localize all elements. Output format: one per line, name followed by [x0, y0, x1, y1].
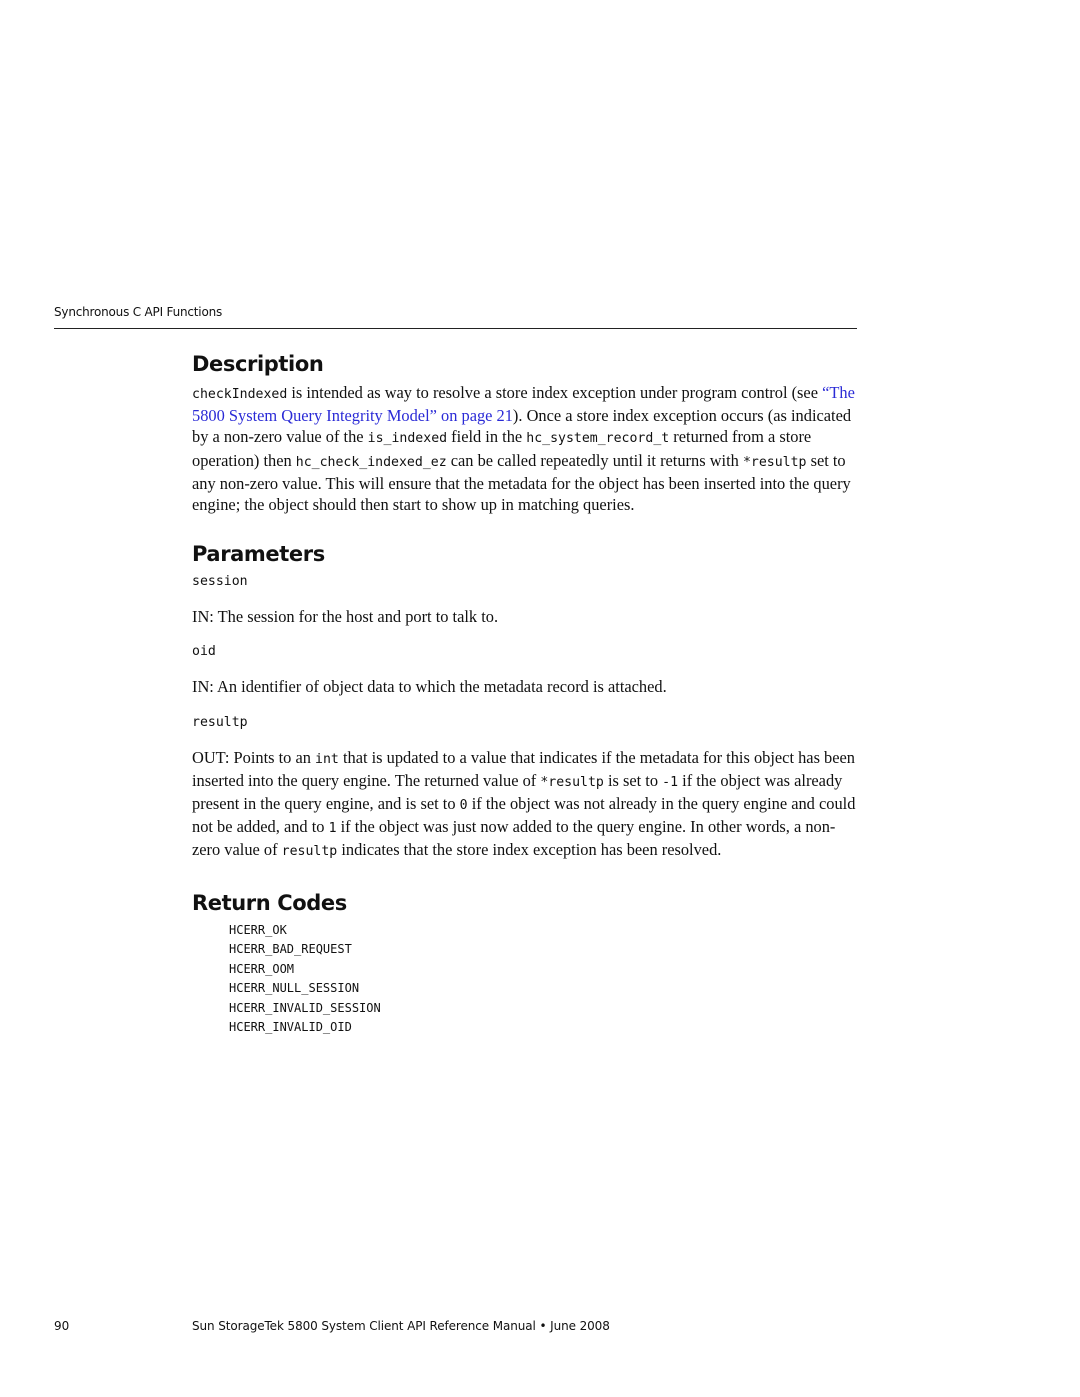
- return-codes-heading: Return Codes: [192, 890, 347, 915]
- code-int: int: [315, 751, 339, 767]
- text-run: is intended as way to resolve a store index exception under program control (see: [287, 383, 823, 402]
- return-code-item: HCERR_OK: [229, 922, 287, 937]
- text-run: OUT: Points to an: [192, 747, 316, 767]
- text-run: that is updated to a value that indicates if the metadata for this object has been inserted into the query engine. The returned value of: [192, 747, 855, 790]
- text-run: if the object was already present in the query engine, and is set to: [192, 770, 843, 814]
- header-rule: [54, 328, 857, 329]
- code-check-indexed: checkIndexed: [192, 387, 288, 402]
- code-one: 1: [328, 821, 337, 837]
- code-check-indexed-ez: hc_check_indexed_ez: [295, 454, 447, 470]
- page-number: 90: [54, 1319, 70, 1333]
- code-minus-one: -1: [662, 774, 679, 790]
- text-run: if the object was just now added to the query engine. In other words, a non-zero value of: [192, 817, 836, 860]
- param-oid-desc: IN: An identifier of object data to which the metadata record is attached.: [192, 677, 667, 697]
- return-code-item: HCERR_INVALID_OID: [229, 1020, 352, 1035]
- text-run: if the object was not already in the query engine and could not be added, and to: [192, 794, 856, 837]
- return-code-item: HCERR_BAD_REQUEST: [229, 942, 352, 957]
- text-run: is set to: [603, 770, 663, 790]
- return-code-item: HCERR_INVALID_SESSION: [229, 1000, 381, 1015]
- text-run: ). Once a store index exception occurs (as indicated by a non-zero value of the: [192, 406, 852, 447]
- text-run: set to any non-zero value. This will ensure that the metadata for the object has been inserted into the query engine; the object should then start to show up in matching queries.: [192, 450, 851, 515]
- page-content: [192, 352, 860, 1038]
- text-run: can be called repeatedly until it returns with: [446, 450, 743, 470]
- code-resultp: resultp: [281, 844, 338, 860]
- code-zero: 0: [459, 798, 468, 814]
- return-code-item: HCERR_NULL_SESSION: [229, 981, 360, 996]
- description-heading: Description: [192, 352, 324, 376]
- code-system-record: hc_system_record_t: [526, 431, 670, 447]
- code-resultp: *resultp: [742, 454, 807, 470]
- description-paragraph: [192, 382, 860, 515]
- code-is-indexed: is_indexed: [367, 431, 448, 447]
- return-codes-list: [229, 921, 860, 1038]
- param-session-desc: IN: The session for the host and port to talk to.: [192, 607, 499, 627]
- param-oid-name: oid: [192, 644, 216, 660]
- param-session-name: session: [192, 574, 248, 590]
- return-code-item: HCERR_OOM: [229, 961, 295, 976]
- integrity-model-link[interactable]: “The 5800 System Query Integrity Model” on page 21: [192, 383, 855, 426]
- footer-title: Sun StorageTek 5800 System Client API Reference Manual • June 2008: [192, 1319, 610, 1333]
- param-resultp-desc: [192, 747, 860, 863]
- text-run: indicates that the store index exception has been resolved.: [337, 840, 722, 860]
- text-run: field in the: [447, 427, 527, 447]
- running-header: Synchronous C API Functions: [54, 305, 223, 319]
- code-resultp: *resultp: [540, 774, 604, 790]
- parameters-heading: Parameters: [192, 542, 325, 567]
- param-resultp-name: resultp: [192, 714, 248, 730]
- text-run: returned from a store operation) then: [192, 427, 812, 470]
